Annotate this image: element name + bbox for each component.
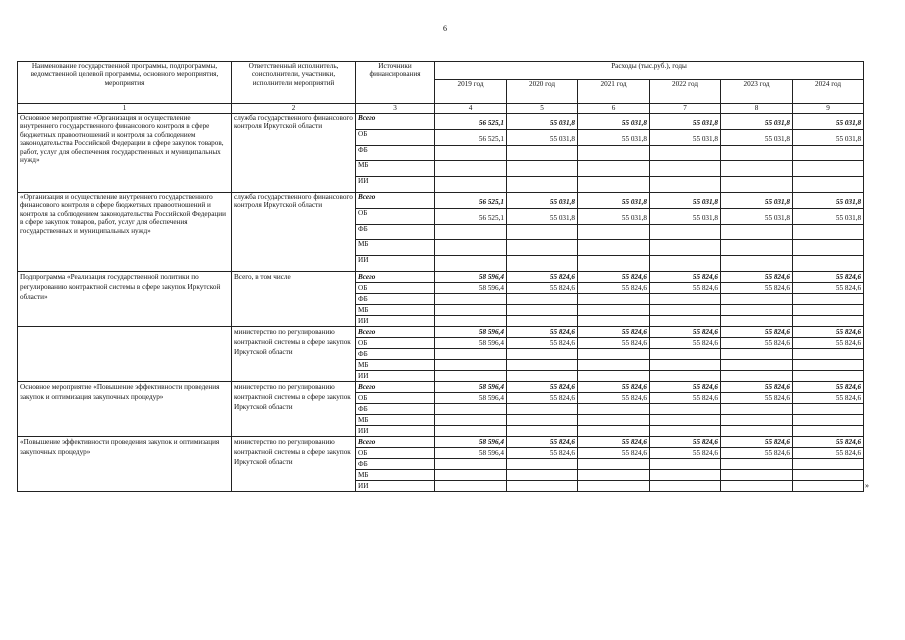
ob-value: 55 824,6: [650, 392, 721, 403]
funding-source: ФБ: [356, 348, 435, 359]
column-number: 9: [793, 104, 864, 114]
funding-source: МБ: [356, 469, 435, 480]
empty-cell: [721, 240, 793, 256]
total-value: 55 824,6: [793, 381, 864, 392]
empty-cell: [650, 315, 721, 326]
empty-cell: [578, 403, 650, 414]
empty-cell: [793, 414, 864, 425]
empty-cell: [578, 480, 650, 491]
empty-cell: [507, 403, 578, 414]
ob-value: 55 824,6: [721, 392, 793, 403]
empty-cell: [507, 480, 578, 491]
total-value: 56 525,1: [435, 192, 507, 208]
total-value: 55 031,8: [650, 114, 721, 130]
empty-cell: [721, 293, 793, 304]
empty-cell: [721, 414, 793, 425]
ob-value: 55 031,8: [793, 129, 864, 145]
total-value: 55 824,6: [793, 436, 864, 447]
ob-value: 55 031,8: [650, 129, 721, 145]
empty-cell: [578, 240, 650, 256]
ob-value: 55 824,6: [578, 282, 650, 293]
empty-cell: [793, 145, 864, 161]
funding-source: МБ: [356, 240, 435, 256]
column-number: 1: [18, 104, 232, 114]
total-value: 55 824,6: [650, 271, 721, 282]
funding-source: ОБ: [356, 447, 435, 458]
empty-cell: [435, 315, 507, 326]
funding-source: ИИ: [356, 256, 435, 272]
empty-cell: [435, 480, 507, 491]
ob-value: 55 824,6: [578, 392, 650, 403]
executor-name: министерство по регулированию контрактной системы в сфере закупок Иркутской области: [232, 381, 356, 436]
empty-cell: [721, 403, 793, 414]
empty-cell: [793, 177, 864, 193]
year-header: 2024 год: [793, 80, 864, 104]
empty-cell: [721, 177, 793, 193]
empty-cell: [507, 145, 578, 161]
ob-value: 55 031,8: [507, 129, 578, 145]
header-expenses: Расходы (тыс.руб.), годы: [435, 62, 864, 80]
ob-value: 55 824,6: [578, 447, 650, 458]
activity-name: Подпрограмма «Реализация государственной политики по регулированию контрактной системы в сфере закупок Иркутской области»: [18, 271, 232, 326]
empty-cell: [435, 224, 507, 240]
empty-cell: [435, 348, 507, 359]
empty-cell: [435, 161, 507, 177]
total-value: 55 824,6: [721, 326, 793, 337]
empty-cell: [650, 161, 721, 177]
total-value: 55 824,6: [578, 381, 650, 392]
closing-quote: »: [865, 481, 869, 490]
empty-cell: [721, 161, 793, 177]
activity-name: «Повышение эффективности проведения закупок и оптимизация закупочных процедур»: [18, 436, 232, 491]
column-number: 6: [578, 104, 650, 114]
total-value: 55 824,6: [650, 326, 721, 337]
empty-cell: [435, 403, 507, 414]
executor-name: Всего, в том числе: [232, 271, 356, 326]
empty-cell: [507, 304, 578, 315]
total-value: 55 824,6: [721, 271, 793, 282]
empty-cell: [435, 240, 507, 256]
empty-cell: [435, 425, 507, 436]
funding-source: Всего: [356, 436, 435, 447]
empty-cell: [578, 161, 650, 177]
empty-cell: [650, 480, 721, 491]
year-header: 2020 год: [507, 80, 578, 104]
empty-cell: [578, 359, 650, 370]
funding-source: МБ: [356, 359, 435, 370]
table-row: [18, 271, 864, 282]
ob-value: 58 596,4: [435, 337, 507, 348]
empty-cell: [507, 224, 578, 240]
total-value: 58 596,4: [435, 326, 507, 337]
total-value: 55 824,6: [793, 271, 864, 282]
empty-cell: [578, 458, 650, 469]
year-header: 2022 год: [650, 80, 721, 104]
empty-cell: [650, 425, 721, 436]
total-value: 55 824,6: [507, 436, 578, 447]
empty-cell: [793, 370, 864, 381]
empty-cell: [435, 458, 507, 469]
funding-source: ФБ: [356, 224, 435, 240]
empty-cell: [578, 414, 650, 425]
empty-cell: [793, 315, 864, 326]
total-value: 55 031,8: [793, 114, 864, 130]
ob-value: 55 824,6: [650, 337, 721, 348]
ob-value: 55 824,6: [507, 337, 578, 348]
empty-cell: [650, 469, 721, 480]
total-value: 58 596,4: [435, 381, 507, 392]
total-value: 55 824,6: [793, 326, 864, 337]
funding-source: ФБ: [356, 145, 435, 161]
empty-cell: [793, 458, 864, 469]
ob-value: 58 596,4: [435, 392, 507, 403]
activity-name: Основное мероприятие «Повышение эффективности проведения закупок и оптимизация закупочных процедур»: [18, 381, 232, 436]
funding-source: ИИ: [356, 177, 435, 193]
ob-value: 55 824,6: [507, 447, 578, 458]
ob-value: 55 031,8: [650, 208, 721, 224]
empty-cell: [650, 293, 721, 304]
empty-cell: [721, 224, 793, 240]
empty-cell: [435, 304, 507, 315]
funding-source: ОБ: [356, 208, 435, 224]
column-number: 8: [721, 104, 793, 114]
ob-value: 55 824,6: [578, 337, 650, 348]
empty-cell: [507, 414, 578, 425]
empty-cell: [435, 469, 507, 480]
empty-cell: [793, 359, 864, 370]
funding-source: ИИ: [356, 425, 435, 436]
ob-value: 58 596,4: [435, 282, 507, 293]
total-value: 55 824,6: [507, 381, 578, 392]
column-number: 3: [356, 104, 435, 114]
total-value: 55 824,6: [507, 271, 578, 282]
column-number: 5: [507, 104, 578, 114]
funding-source: ФБ: [356, 293, 435, 304]
executor-name: министерство по регулированию контрактной системы в сфере закупок Иркутской области: [232, 436, 356, 491]
empty-cell: [721, 145, 793, 161]
total-value: 55 824,6: [507, 326, 578, 337]
empty-cell: [793, 469, 864, 480]
total-value: 58 596,4: [435, 436, 507, 447]
column-number: 7: [650, 104, 721, 114]
ob-value: 55 031,8: [721, 129, 793, 145]
empty-cell: [793, 240, 864, 256]
table-body: [18, 114, 864, 492]
ob-value: 55 031,8: [578, 208, 650, 224]
budget-table: [17, 61, 864, 492]
total-value: 55 824,6: [721, 381, 793, 392]
empty-cell: [650, 359, 721, 370]
empty-cell: [578, 304, 650, 315]
funding-source: ОБ: [356, 392, 435, 403]
empty-cell: [507, 315, 578, 326]
year-header: 2023 год: [721, 80, 793, 104]
ob-value: 55 824,6: [721, 337, 793, 348]
empty-cell: [793, 403, 864, 414]
total-value: 55 031,8: [721, 192, 793, 208]
activity-name: Основное мероприятие «Организация и осуществление внутреннего государственного финансового контроля в сфере бюджетных правоотношений и контроля за соблюдением законодательства Российской Федерации в сфере закупок товаров, работ, услуг для обеспечения государственных и муниципальных нужд»: [18, 114, 232, 193]
empty-cell: [578, 469, 650, 480]
empty-cell: [721, 348, 793, 359]
ob-value: 55 824,6: [507, 282, 578, 293]
empty-cell: [507, 177, 578, 193]
funding-source: МБ: [356, 414, 435, 425]
empty-cell: [578, 177, 650, 193]
empty-cell: [507, 370, 578, 381]
empty-cell: [650, 304, 721, 315]
total-value: 55 824,6: [578, 436, 650, 447]
empty-cell: [578, 315, 650, 326]
total-value: 55 031,8: [507, 114, 578, 130]
ob-value: 56 525,1: [435, 208, 507, 224]
empty-cell: [578, 145, 650, 161]
empty-cell: [578, 293, 650, 304]
empty-cell: [507, 240, 578, 256]
ob-value: 55 824,6: [793, 447, 864, 458]
empty-cell: [793, 224, 864, 240]
empty-cell: [650, 224, 721, 240]
total-value: 55 824,6: [578, 326, 650, 337]
total-value: 55 824,6: [650, 381, 721, 392]
total-value: 55 031,8: [578, 192, 650, 208]
funding-source: ФБ: [356, 458, 435, 469]
ob-value: 55 031,8: [721, 208, 793, 224]
empty-cell: [721, 480, 793, 491]
funding-source: Всего: [356, 326, 435, 337]
total-value: 55 824,6: [578, 271, 650, 282]
total-value: 56 525,1: [435, 114, 507, 130]
empty-cell: [435, 256, 507, 272]
header-name: Наименование государственной программы, подпрограммы, ведомственной целевой программы, основного мероприятия, мероприятия: [18, 62, 232, 104]
page-number: 6: [443, 24, 447, 33]
total-value: 55 031,8: [507, 192, 578, 208]
total-value: 55 031,8: [578, 114, 650, 130]
funding-source: ОБ: [356, 129, 435, 145]
total-value: 55 031,8: [793, 192, 864, 208]
column-number: 2: [232, 104, 356, 114]
empty-cell: [578, 224, 650, 240]
ob-value: 55 824,6: [721, 282, 793, 293]
ob-value: 55 031,8: [507, 208, 578, 224]
empty-cell: [578, 425, 650, 436]
table-row: [18, 192, 864, 208]
header-row: [18, 62, 864, 80]
empty-cell: [650, 177, 721, 193]
header-executor: Ответственный исполнитель, соисполнители, участники, исполнители мероприятий: [232, 62, 356, 104]
column-number-row: [18, 104, 864, 114]
ob-value: 55 824,6: [507, 392, 578, 403]
ob-value: 55 824,6: [793, 392, 864, 403]
empty-cell: [721, 359, 793, 370]
table-row: [18, 381, 864, 392]
funding-source: МБ: [356, 161, 435, 177]
empty-cell: [507, 161, 578, 177]
ob-value: 56 525,1: [435, 129, 507, 145]
empty-cell: [435, 145, 507, 161]
empty-cell: [793, 348, 864, 359]
total-value: 58 596,4: [435, 271, 507, 282]
ob-value: 55 824,6: [793, 337, 864, 348]
ob-value: 55 031,8: [793, 208, 864, 224]
activity-name: «Организация и осуществление внутреннего государственного финансового контроля в сфере бюджетных правоотношений и контроля за соблюдением законодательства Российской Федерации в сфере закупок товаров, работ, услуг для обеспечения государственных и муниципальных нужд»: [18, 192, 232, 271]
column-number: 4: [435, 104, 507, 114]
funding-source: ОБ: [356, 337, 435, 348]
funding-source: ИИ: [356, 480, 435, 491]
executor-name: министерство по регулированию контрактной системы в сфере закупок Иркутской области: [232, 326, 356, 381]
funding-source: Всего: [356, 114, 435, 130]
funding-source: МБ: [356, 304, 435, 315]
empty-cell: [435, 293, 507, 304]
empty-cell: [507, 469, 578, 480]
empty-cell: [435, 414, 507, 425]
empty-cell: [578, 256, 650, 272]
activity-name: [18, 326, 232, 381]
empty-cell: [650, 145, 721, 161]
empty-cell: [650, 403, 721, 414]
empty-cell: [578, 370, 650, 381]
empty-cell: [793, 304, 864, 315]
empty-cell: [793, 480, 864, 491]
funding-source: ОБ: [356, 282, 435, 293]
empty-cell: [507, 425, 578, 436]
ob-value: 58 596,4: [435, 447, 507, 458]
empty-cell: [578, 348, 650, 359]
total-value: 55 031,8: [650, 192, 721, 208]
empty-cell: [435, 370, 507, 381]
ob-value: 55 031,8: [578, 129, 650, 145]
empty-cell: [650, 370, 721, 381]
ob-value: 55 824,6: [793, 282, 864, 293]
empty-cell: [721, 304, 793, 315]
empty-cell: [650, 348, 721, 359]
executor-name: служба государственного финансового контроля Иркутской области: [232, 192, 356, 271]
empty-cell: [793, 293, 864, 304]
total-value: 55 824,6: [721, 436, 793, 447]
empty-cell: [721, 370, 793, 381]
year-header: 2021 год: [578, 80, 650, 104]
empty-cell: [650, 240, 721, 256]
funding-source: ИИ: [356, 370, 435, 381]
empty-cell: [507, 458, 578, 469]
empty-cell: [435, 177, 507, 193]
table-row: [18, 326, 864, 337]
empty-cell: [721, 425, 793, 436]
funding-source: Всего: [356, 192, 435, 208]
funding-source: ИИ: [356, 315, 435, 326]
total-value: 55 031,8: [721, 114, 793, 130]
ob-value: 55 824,6: [650, 447, 721, 458]
header-source: Источники финансирования: [356, 62, 435, 104]
ob-value: 55 824,6: [721, 447, 793, 458]
ob-value: 55 824,6: [650, 282, 721, 293]
empty-cell: [507, 256, 578, 272]
table-row: [18, 114, 864, 130]
empty-cell: [793, 256, 864, 272]
empty-cell: [721, 469, 793, 480]
empty-cell: [507, 293, 578, 304]
empty-cell: [721, 458, 793, 469]
year-header: 2019 год: [435, 80, 507, 104]
empty-cell: [793, 425, 864, 436]
executor-name: служба государственного финансового контроля Иркутской области: [232, 114, 356, 193]
empty-cell: [650, 458, 721, 469]
empty-cell: [650, 256, 721, 272]
empty-cell: [721, 256, 793, 272]
empty-cell: [721, 315, 793, 326]
total-value: 55 824,6: [650, 436, 721, 447]
empty-cell: [435, 359, 507, 370]
empty-cell: [793, 161, 864, 177]
empty-cell: [650, 414, 721, 425]
funding-source: Всего: [356, 381, 435, 392]
funding-source: Всего: [356, 271, 435, 282]
empty-cell: [507, 359, 578, 370]
funding-source: ФБ: [356, 403, 435, 414]
empty-cell: [507, 348, 578, 359]
table-row: [18, 436, 864, 447]
